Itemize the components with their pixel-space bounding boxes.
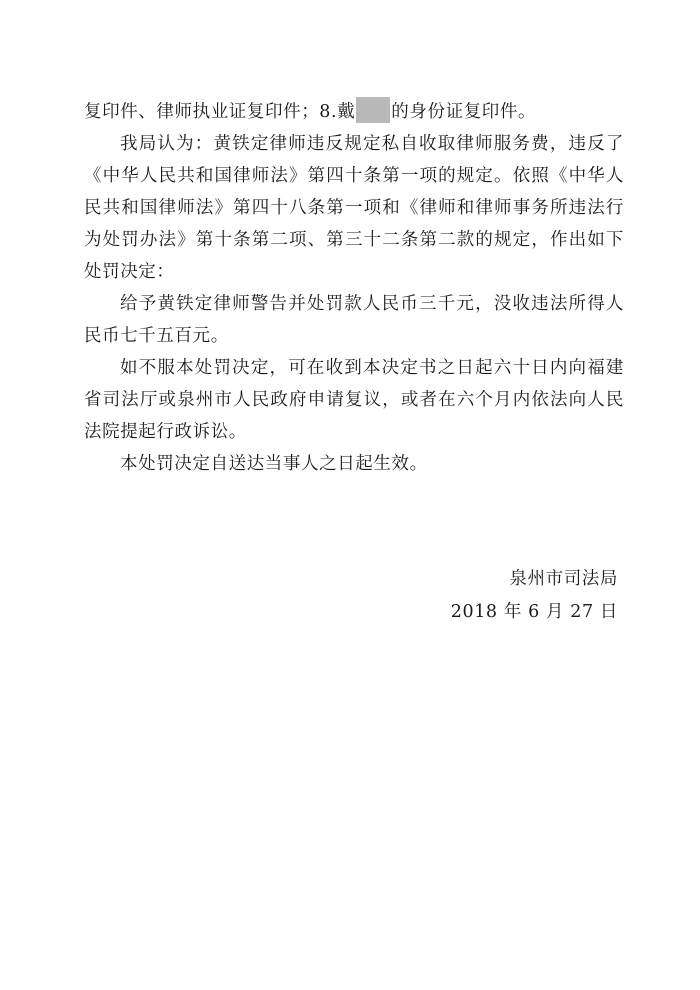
paragraph-appeal-rights: 如不服本处罚决定，可在收到本决定书之日起六十日内向福建省司法厅或泉州市人民政府申请复议，或者在六个月内依法向人民法院提起行政诉讼。 xyxy=(84,358,624,442)
paragraph-continuation-tail: 的身份证复印件。 xyxy=(391,102,537,122)
paragraph-continuation-text: 复印件、律师执业证复印件；8.戴 xyxy=(84,102,356,122)
paragraph-effective: 本处罚决定自送达当事人之日起生效。 xyxy=(120,454,428,474)
paragraph-finding: 我局认为：黄铁定律师违反规定私自收取律师服务费，违反了《中华人民共和国律师法》第四十条第一项的规定。依照《中华人民共和国律师法》第四十八条第一项和《律师和律师事务所违法行为处罚办法》第十条第二项、第三十二条第二款的规定，作出如下处罚决定： xyxy=(84,134,624,282)
signature-organization: 泉州市司法局 xyxy=(509,569,618,589)
paragraph-continuation xyxy=(84,96,624,128)
signature-date: 2018 年 6 月 27 日 xyxy=(450,602,618,622)
paragraph-penalty: 给予黄铁定律师警告并处罚款人民币三千元，没收违法所得人民币七千五百元。 xyxy=(84,294,624,346)
document-body xyxy=(84,96,624,480)
redacted-name-block xyxy=(356,97,390,123)
